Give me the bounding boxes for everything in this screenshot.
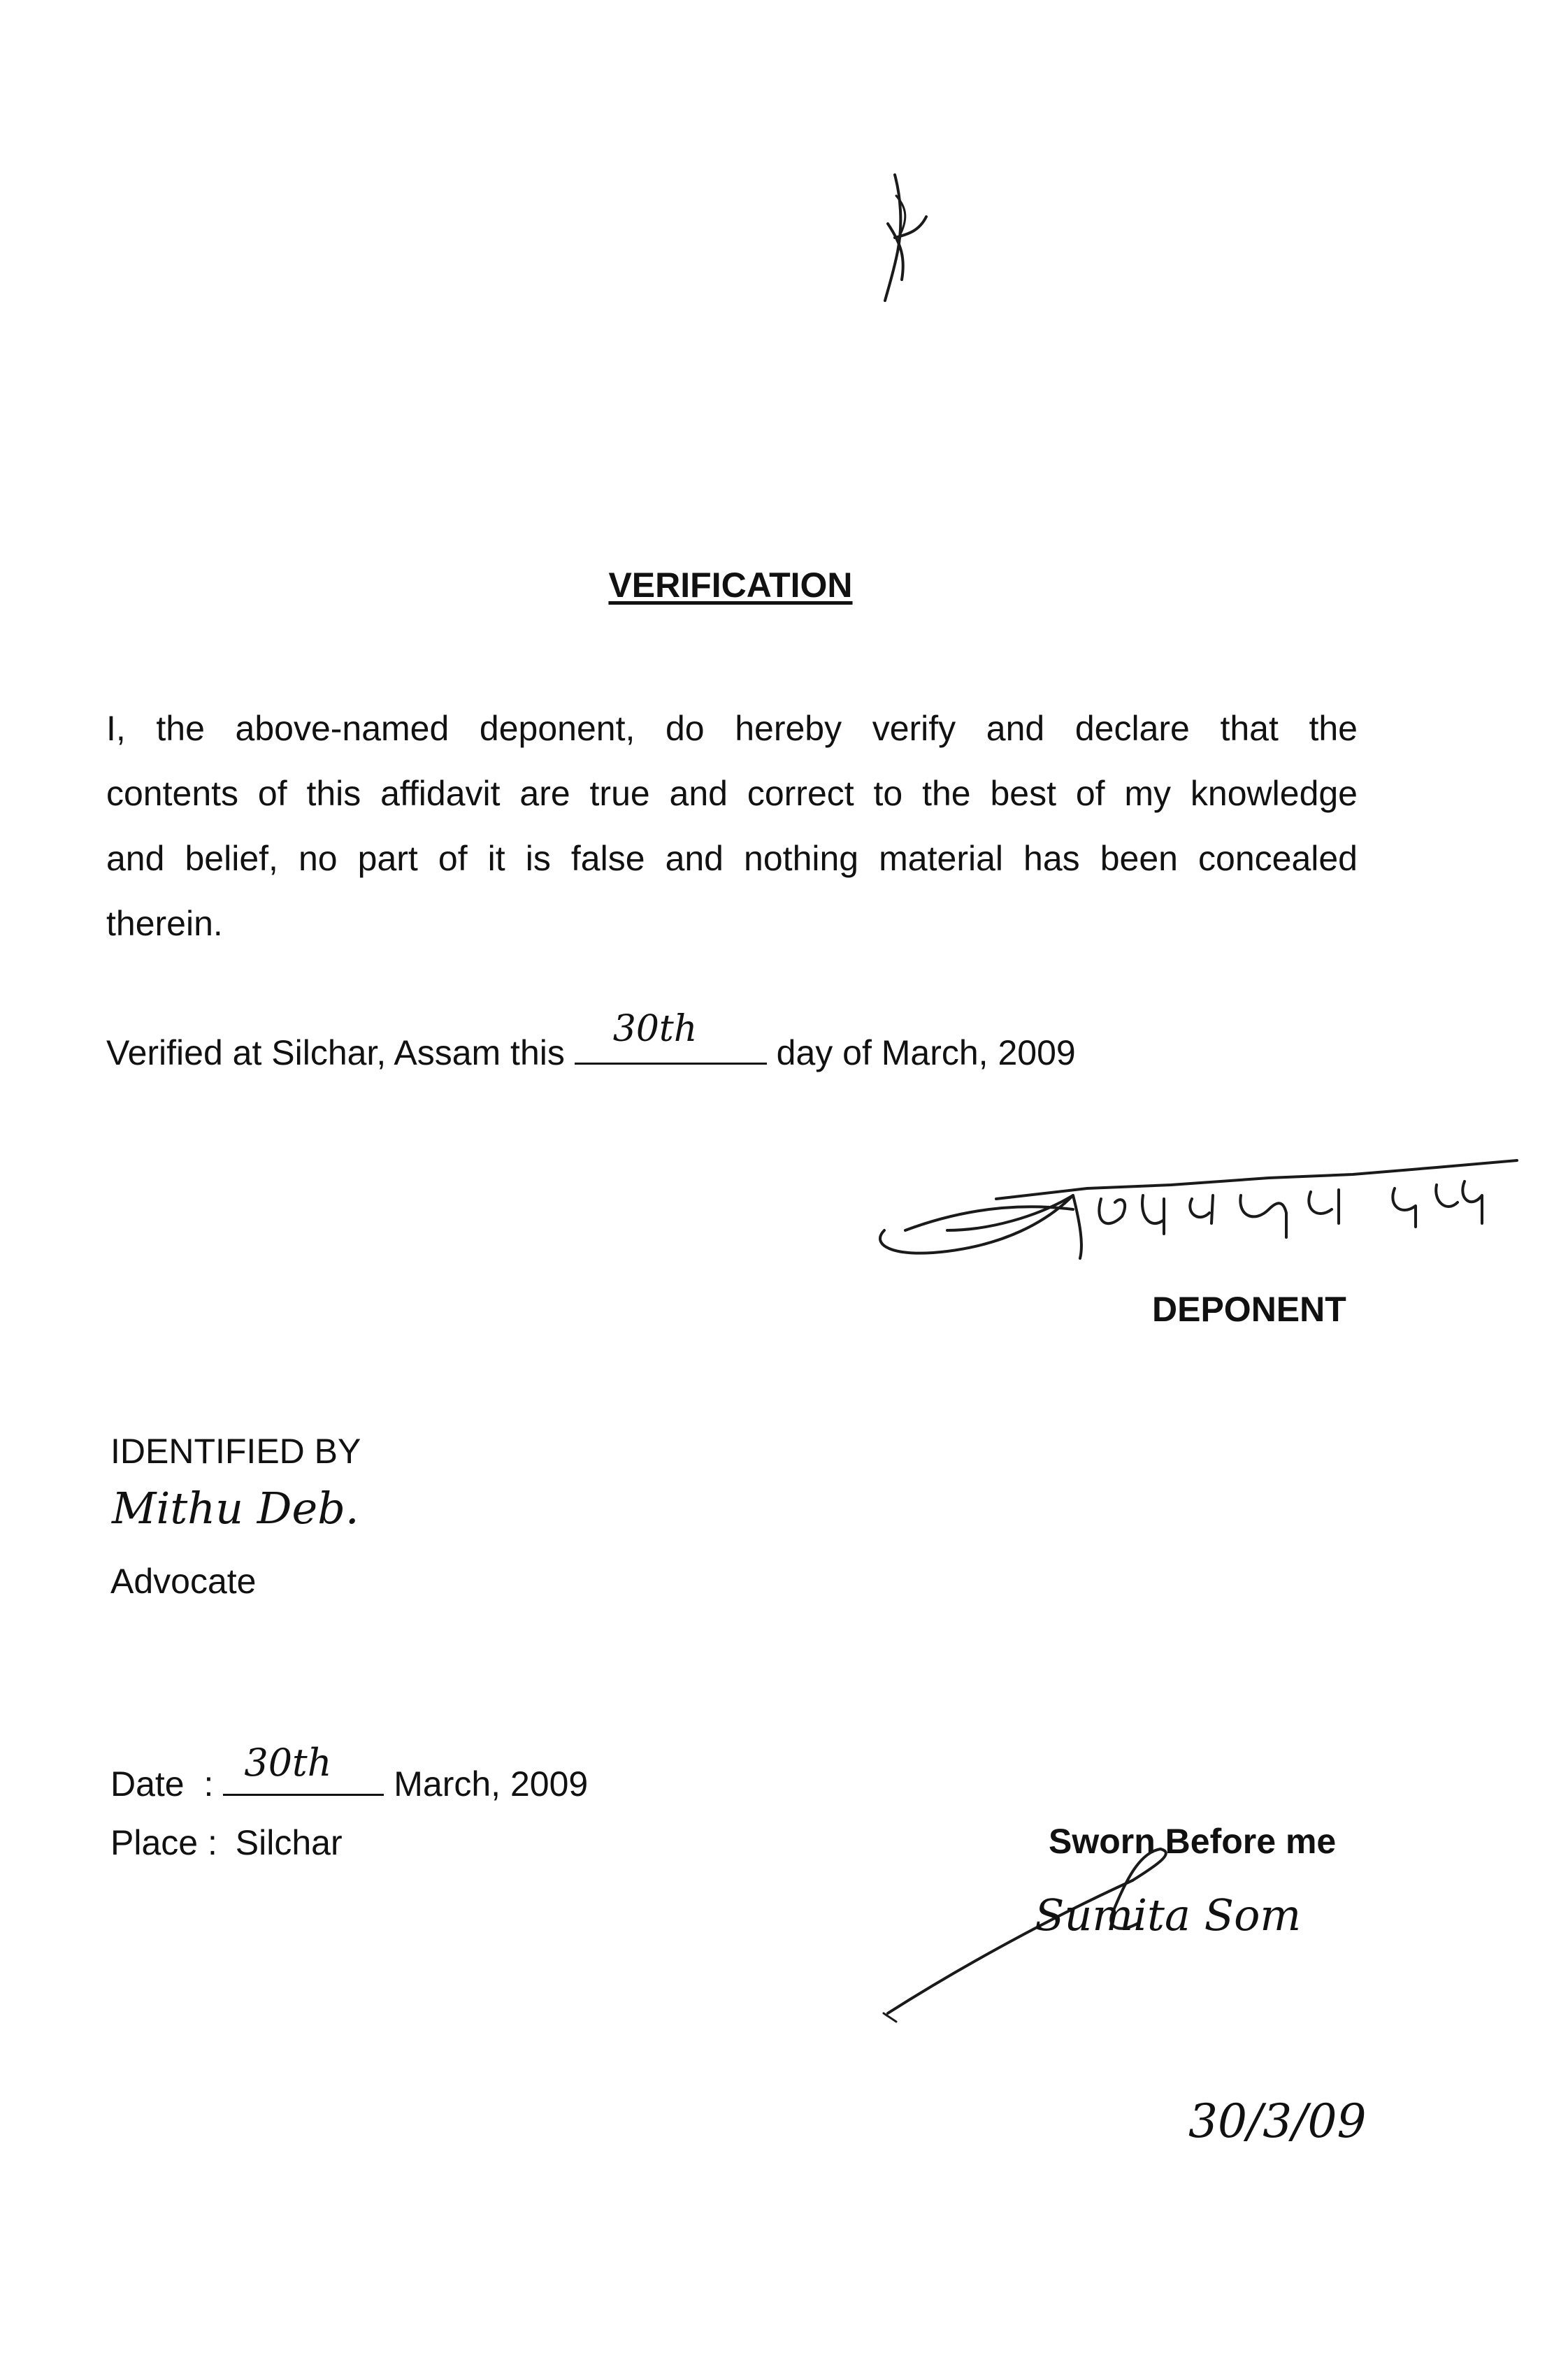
verified-line [106,1008,1076,1074]
paragraph-line: therein. [106,904,223,943]
notary-signature: Sumita Som [1035,1890,1302,1941]
verification-paragraph [106,696,1358,956]
date-rest: March, 2009 [394,1764,589,1804]
identified-heading: IDENTIFIED BY [110,1432,361,1471]
deponent-signature [863,1146,1520,1286]
date-day-handwritten: 30th [244,1741,332,1785]
date-line [110,1741,589,1805]
verified-suffix: day of March, 2009 [776,1033,1076,1072]
sworn-label: Sworn Before me [1049,1822,1337,1861]
page-title: VERIFICATION [608,566,853,605]
identifier-signature: Mithu Deb. [112,1483,359,1534]
paragraph-line: I, the above-named deponent, do hereby verify and declare that the [106,709,1358,748]
place-line [110,1822,343,1864]
day-handwritten: 30th [612,1008,698,1050]
identifier-role: Advocate [110,1562,257,1601]
date-blank [223,1741,384,1796]
place-label: Place : [110,1823,217,1862]
date-label: Date [110,1764,185,1804]
paragraph-line: contents of this affidavit are true and correct to the best of my knowledge [106,774,1358,813]
paragraph-line: and belief, no part of it is false and nothing material has been concealed [106,839,1358,878]
initial-mark [867,168,937,308]
place-value: Silchar [235,1823,343,1862]
notary-date: 30/3/09 [1188,2094,1367,2148]
day-blank [575,1008,767,1065]
verified-prefix: Verified at Silchar, Assam this [106,1033,565,1072]
deponent-label: DEPONENT [1152,1290,1346,1329]
date-colon: : [203,1764,214,1804]
